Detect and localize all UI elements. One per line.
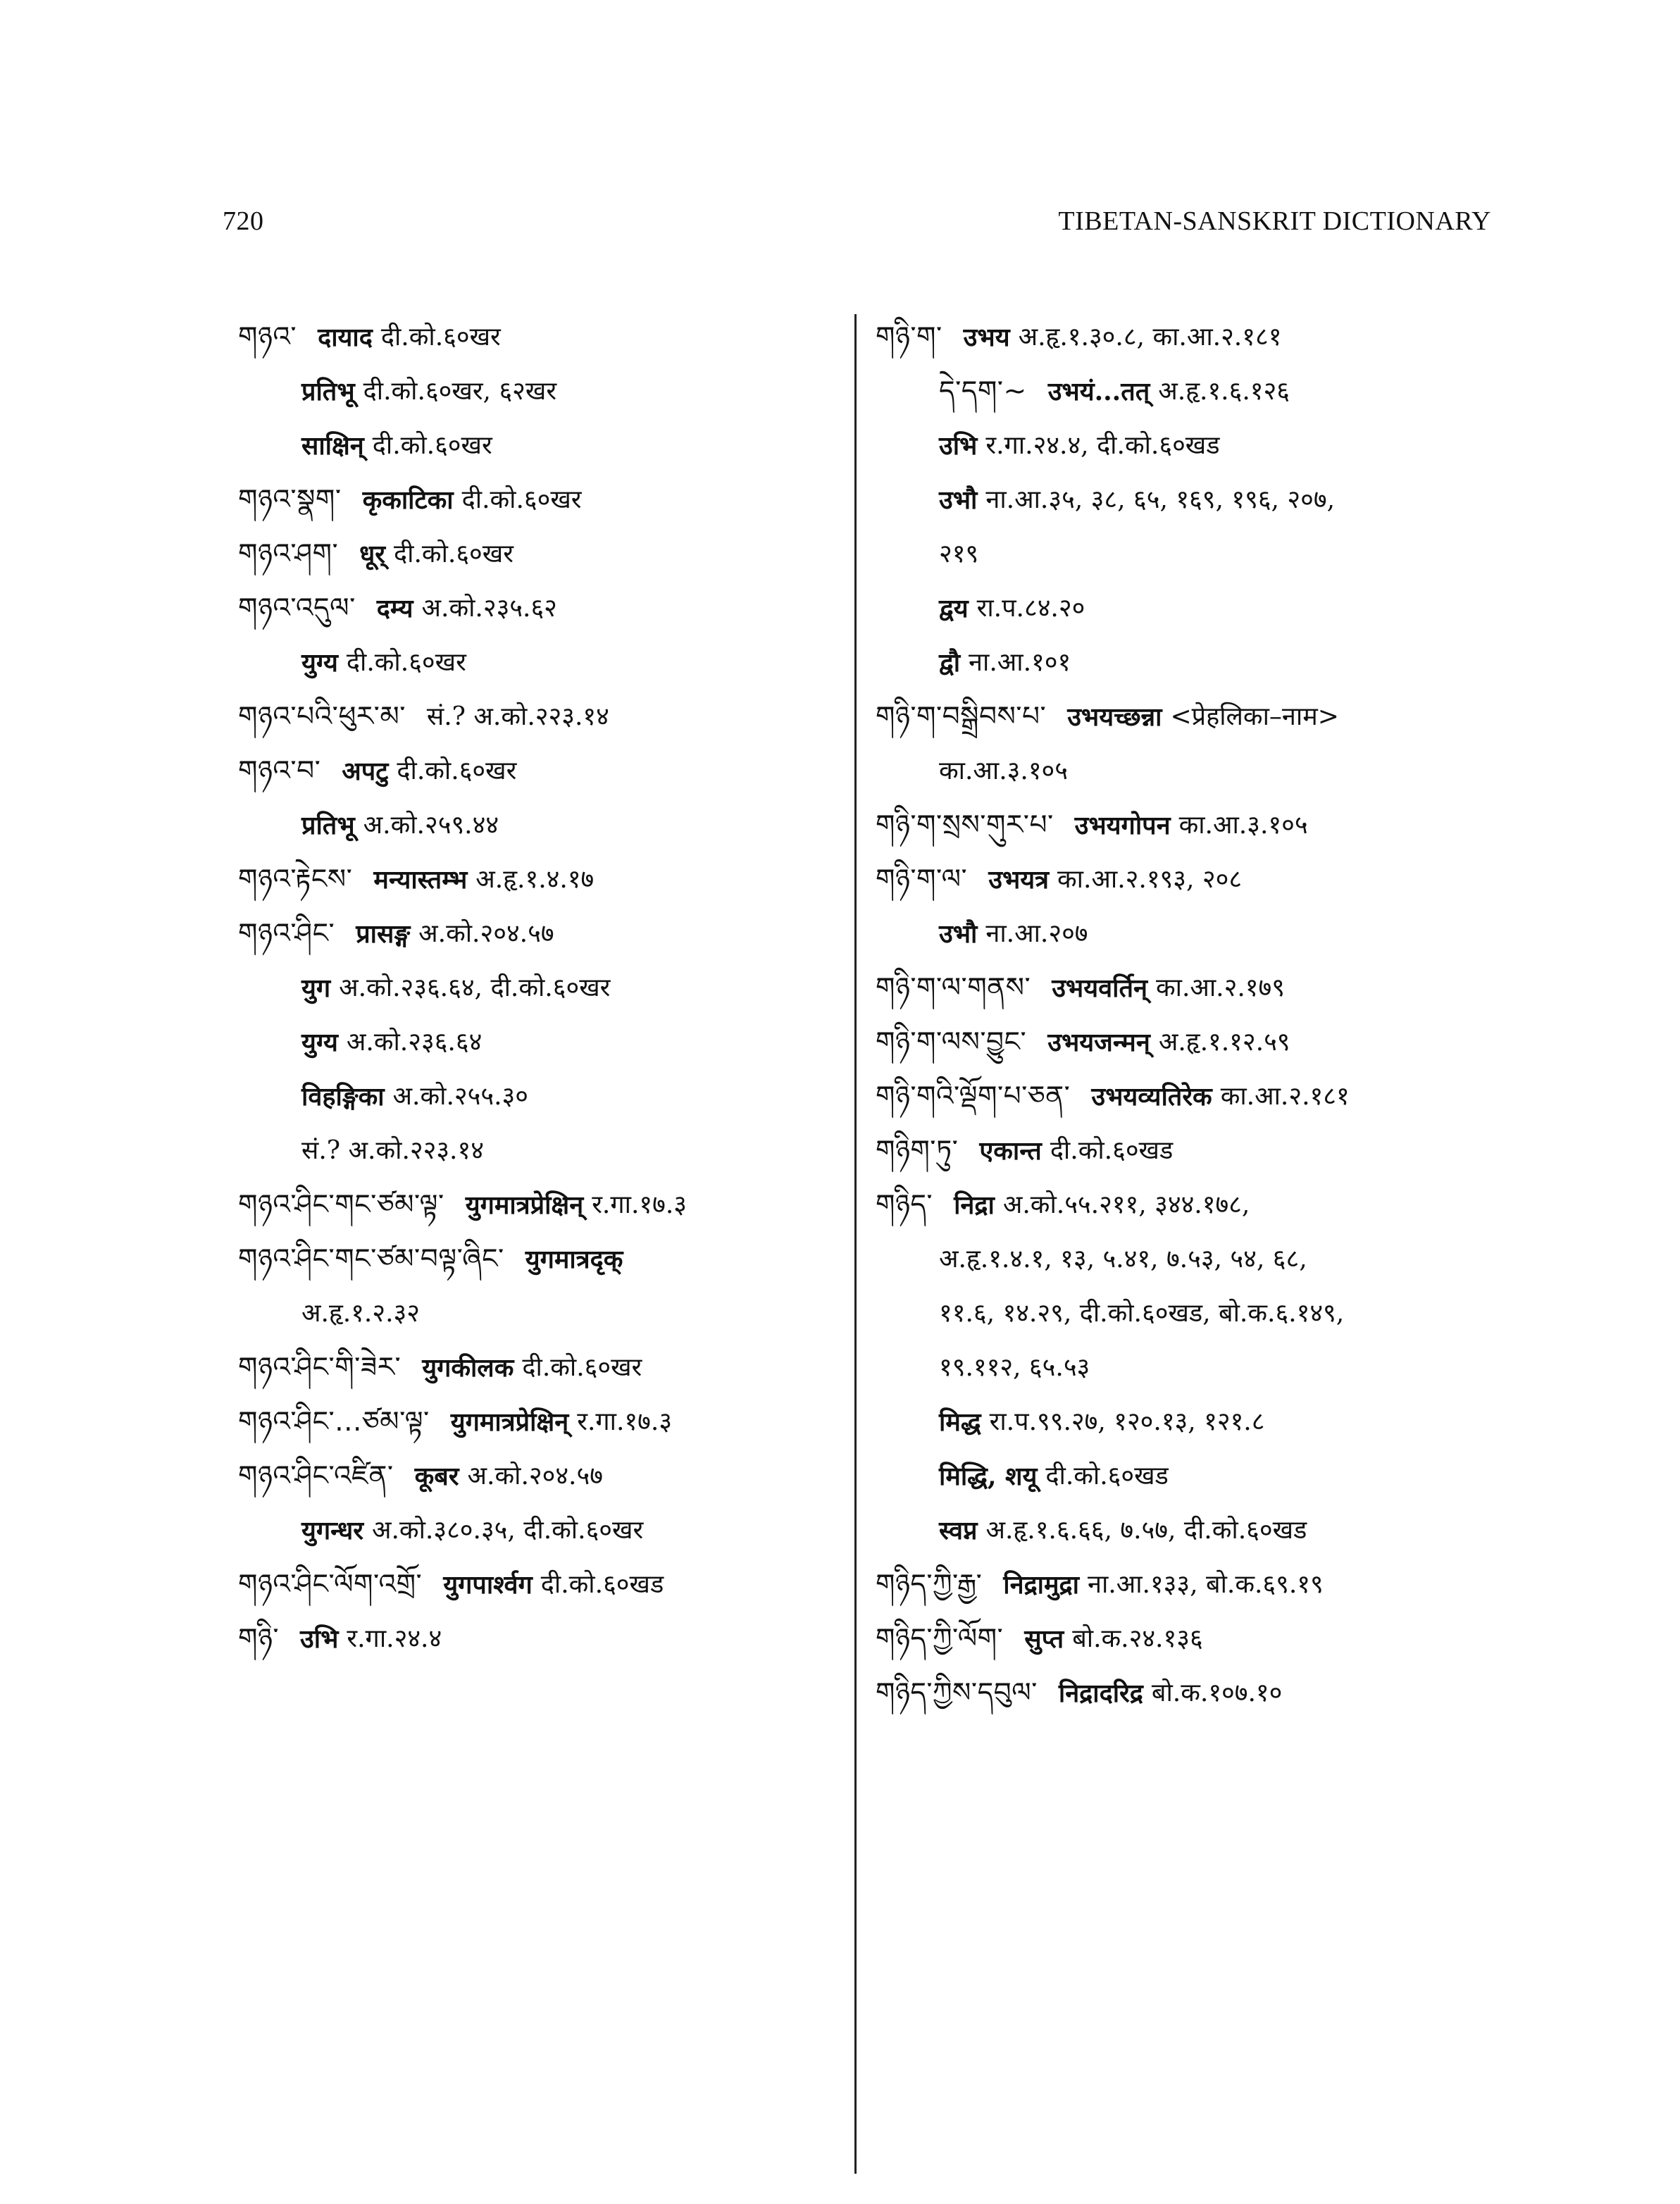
sanskrit-equivalent: द्वय: [939, 593, 969, 623]
source-reference: र.गा.२४.४: [347, 1624, 442, 1653]
sanskrit-equivalent: द्वौ: [939, 647, 961, 678]
source-reference: रा.प.९९.२७, १२०.१३, १२१.८: [989, 1407, 1265, 1436]
dictionary-subentry: [876, 907, 1495, 961]
dictionary-entry: [876, 1557, 1495, 1612]
sanskrit-equivalent: सुप्त: [1024, 1624, 1064, 1654]
dictionary-entry: [876, 1666, 1495, 1720]
source-reference: दी.को.६०खर: [394, 539, 514, 568]
tibetan-headword: གཉའ་བ་: [238, 755, 321, 787]
dictionary-entry: [238, 1557, 851, 1612]
sanskrit-equivalent: अपटु: [342, 756, 389, 786]
sanskrit-equivalent: उभयजन्मन्: [1047, 1027, 1150, 1057]
tibetan-headword: གཉའ་ཤིང་གང་ཙམ་ལྟ་: [238, 1189, 444, 1221]
source-reference: १९.११२, ६५.५३: [939, 1352, 1090, 1382]
dictionary-entry: [876, 1612, 1495, 1666]
dictionary-entry: [238, 527, 851, 581]
source-reference: ना.आ.१०१: [969, 647, 1071, 677]
source-reference: दी.को.६०खर: [461, 485, 582, 514]
source-reference: दी.को.६०खर: [522, 1352, 642, 1382]
source-reference: अ.को.२३६.६४, दी.को.६०खर: [339, 973, 611, 1002]
dictionary-entry: [876, 310, 1495, 364]
source-reference: दी.को.६०खर: [346, 647, 466, 677]
dictionary-entry: [238, 473, 851, 527]
dictionary-subentry: [238, 1015, 851, 1069]
sanskrit-equivalent: युगन्धर: [301, 1515, 363, 1545]
sanskrit-equivalent: दायाद: [318, 322, 373, 352]
source-reference: <प्रेहलिका–नाम>: [1170, 702, 1339, 731]
dictionary-subentry: [876, 1232, 1495, 1286]
right-column: [876, 310, 1495, 1720]
tibetan-headword: གཉིད་ཀྱི་ལོག་: [876, 1623, 1004, 1655]
tibetan-headword: གཉི་ག་ལས་བྱུང་: [876, 1026, 1027, 1058]
sanskrit-equivalent: उभयवर्तिन्: [1052, 973, 1147, 1003]
dictionary-subentry: [876, 1340, 1495, 1395]
dictionary-subentry: [876, 1286, 1495, 1340]
tibetan-headword: གཉི་ག་: [876, 321, 942, 353]
tibetan-headword: གཉིད་ཀྱི་རྒྱ་: [876, 1569, 983, 1600]
tibetan-headword: གཉིག་ཏུ་: [876, 1135, 959, 1166]
dictionary-subentry: [238, 961, 851, 1015]
dictionary-entry: [876, 1178, 1495, 1232]
sanskrit-equivalent: कूबर: [414, 1461, 459, 1491]
tibetan-headword: གཉའ་: [238, 321, 297, 353]
source-reference: बो.क.१०७.१०: [1151, 1678, 1283, 1707]
sanskrit-equivalent: उभौ: [939, 485, 978, 515]
dictionary-entry: [238, 907, 851, 961]
dictionary-entry: [238, 690, 851, 744]
dictionary-entry: [238, 1395, 851, 1449]
source-reference: ना.आ.१३३, बो.क.६९.१९: [1087, 1569, 1324, 1599]
dictionary-subentry: [876, 527, 1495, 581]
tibetan-headword: གཉི་ག་ལ་: [876, 864, 968, 895]
source-reference: दी.को.६०खर: [397, 756, 517, 785]
sanskrit-equivalent: युग: [301, 973, 331, 1003]
source-reference: अ.हृ.१.२.३२: [301, 1298, 420, 1328]
source-reference: ना.आ.२०७: [985, 919, 1088, 948]
sanskrit-equivalent: उभि: [939, 430, 978, 461]
dictionary-entry: [876, 1123, 1495, 1178]
source-reference: अ.को.२३५.६२: [421, 593, 557, 623]
sanskrit-equivalent: उभयत्र: [988, 864, 1050, 895]
source-reference: ११.६, १४.२९, दी.को.६०खड, बो.क.६.१४९,: [939, 1298, 1345, 1328]
dictionary-entry: [876, 798, 1495, 852]
sanskrit-equivalent: साक्षिन्: [301, 430, 364, 461]
tibetan-headword: གཉའ་ཤག་: [238, 538, 339, 570]
tibetan-headword: གཉི་ག་བསྒྲིབས་པ་: [876, 701, 1047, 733]
sanskrit-equivalent: उभयगोपन: [1074, 810, 1171, 840]
dictionary-subentry: [876, 581, 1495, 635]
dictionary-entry: [238, 1232, 851, 1286]
source-reference: का.आ.२.१७९: [1155, 973, 1285, 1002]
source-reference: दी.को.६०खड: [1050, 1135, 1174, 1165]
source-reference: दी.को.६०खड: [1045, 1461, 1169, 1490]
tibetan-headword: གཉི་ག་སྲས་གུར་པ་: [876, 809, 1054, 841]
source-reference: अ.को.२०४.५७: [418, 919, 554, 948]
sanskrit-equivalent: निद्रादरिद्र: [1058, 1678, 1143, 1708]
source-reference: अ.को.२०४.५७: [467, 1461, 603, 1490]
dictionary-entry: [876, 690, 1495, 744]
dictionary-subentry: [876, 473, 1495, 527]
sanskrit-equivalent: उभयव्यतिरेक: [1091, 1081, 1212, 1112]
source-reference: अ.हृ.१.४.१, १३, ५.४१, ७.५३, ५४, ६८,: [939, 1244, 1307, 1274]
tibetan-headword: གཉའ་ཤིང་གི་ཟེར་: [238, 1352, 402, 1383]
sanskrit-equivalent: युगमात्रप्रेक्षिन्: [465, 1190, 584, 1220]
dictionary-entry: [238, 744, 851, 798]
sanskrit-equivalent: धूर्: [359, 539, 386, 569]
sanskrit-equivalent: उभयं...तत्: [1047, 376, 1150, 406]
column-divider: [854, 314, 857, 2174]
sanskrit-equivalent: उभौ: [939, 919, 978, 949]
sanskrit-equivalent: उभय: [963, 322, 1010, 352]
source-reference: सं.? अ.को.२२३.१४: [426, 702, 609, 731]
source-reference: दी.को.६०खड: [540, 1569, 664, 1599]
tibetan-headword: གཉི་: [238, 1623, 280, 1655]
sanskrit-equivalent: एकान्त: [979, 1135, 1042, 1166]
sanskrit-equivalent: युगमात्रदृक्: [525, 1244, 623, 1274]
sanskrit-equivalent: दम्य: [376, 593, 413, 623]
dictionary-subentry: [238, 798, 851, 852]
dictionary-subentry: [238, 1069, 851, 1123]
dictionary-entry: [238, 581, 851, 635]
source-reference: रा.प.८४.२०: [976, 593, 1085, 623]
source-reference: अ.हृ.१.६.६६, ७.५७, दी.को.६०खड: [985, 1515, 1307, 1545]
sanskrit-equivalent: उभि: [300, 1624, 339, 1654]
dictionary-subentry: [238, 418, 851, 473]
tibetan-headword: གཉའ་པའི་ཕུར་མ་: [238, 701, 406, 733]
sanskrit-equivalent: युगकीलक: [422, 1352, 514, 1383]
dictionary-subentry: [238, 364, 851, 418]
tibetan-headword: གཉིད་ཀྱིས་དབུལ་: [876, 1677, 1038, 1709]
tibetan-headword: གཉི་ག་ལ་གནས་: [876, 972, 1031, 1004]
dictionary-entry: [876, 1069, 1495, 1123]
left-column: [238, 310, 851, 1666]
tibetan-headword: གཉའ་སྣག་: [238, 484, 342, 516]
source-reference: दी.को.६०खर, ६२खर: [363, 376, 557, 406]
dictionary-subentry: [876, 1503, 1495, 1557]
tibetan-headword: གཉིད་: [876, 1189, 933, 1221]
running-title: TIBETAN-SANSKRIT DICTIONARY: [1058, 206, 1491, 236]
dictionary-entry: [238, 310, 851, 364]
source-reference: अ.हृ.१.४.१७: [475, 864, 595, 894]
sanskrit-equivalent: प्रासङ्ग: [356, 919, 411, 949]
dictionary-subentry: [238, 1503, 851, 1557]
sanskrit-equivalent: युगमात्रप्रेक्षिन्: [450, 1407, 569, 1437]
source-reference: र.गा.१७.३: [592, 1190, 687, 1219]
tibetan-headword: གཉའ་རྟེངས་: [238, 864, 353, 895]
source-reference: दी.को.६०खर: [372, 430, 492, 460]
source-reference: अ.हृ.१.६.१२६: [1158, 376, 1290, 406]
source-reference: बो.क.२४.१३६: [1072, 1624, 1203, 1653]
tibetan-headword: གཉི་གའི་ལྡོག་པ་ཅན་: [876, 1081, 1071, 1112]
source-reference: र.गा.२४.४, दी.को.६०खड: [985, 430, 1220, 460]
dictionary-entry: [876, 364, 1495, 418]
tibetan-headword: གཉའ་འདུལ་: [238, 592, 356, 624]
page-number: 720: [223, 206, 264, 236]
source-reference: ना.आ.३५, ३८, ६५, १६९, १९६, २०७,: [985, 485, 1336, 514]
sanskrit-equivalent: मिद्ध: [939, 1407, 981, 1437]
dictionary-subentry: [876, 1449, 1495, 1503]
dictionary-subentry: [876, 418, 1495, 473]
dictionary-entry: [876, 1015, 1495, 1069]
dictionary-entry: [238, 1340, 851, 1395]
sanskrit-equivalent: युगपार्श्वग: [443, 1569, 533, 1600]
sanskrit-equivalent: विहङ्गिका: [301, 1081, 385, 1112]
sanskrit-equivalent: स्वप्न: [939, 1515, 978, 1545]
source-reference: का.आ.३.१०५: [939, 756, 1068, 785]
source-reference: २१९: [939, 539, 979, 568]
dictionary-entry: [238, 1612, 851, 1666]
tibetan-headword: གཉའ་ཤིང་...ཙམ་ལྟ་: [238, 1406, 430, 1438]
dictionary-subentry: [238, 1123, 851, 1178]
sanskrit-equivalent: प्रतिभू: [301, 376, 355, 406]
source-reference: अ.को.२५९.४४: [363, 810, 499, 840]
sanskrit-equivalent: युग्य: [301, 647, 338, 678]
tibetan-headword: གཉའ་ཤིང་འཛིན་: [238, 1460, 394, 1492]
tibetan-headword: གཉའ་ཤིང་གང་ཙམ་བལྟ་ཞིང་: [238, 1243, 504, 1275]
dictionary-subentry: [238, 635, 851, 690]
sanskrit-equivalent: कृकाटिका: [362, 485, 454, 515]
dictionary-subentry: [238, 1286, 851, 1340]
dictionary-entry: [238, 1178, 851, 1232]
sanskrit-equivalent: युग्य: [301, 1027, 338, 1057]
dictionary-entry: [238, 852, 851, 907]
source-reference: अ.को.२५५.३०: [392, 1081, 528, 1111]
source-reference: अ.को.५५.२११, ३४४.१७८,: [1002, 1190, 1250, 1219]
source-reference: र.गा.१७.३: [577, 1407, 673, 1436]
source-reference: अ.हृ.१.३०.८, का.आ.२.१८१: [1018, 322, 1282, 351]
dictionary-entry: [876, 852, 1495, 907]
source-reference: का.आ.३.१०५: [1178, 810, 1308, 840]
dictionary-subentry: [876, 1395, 1495, 1449]
source-reference: दी.को.६०खर: [380, 322, 501, 351]
tibetan-headword: གཉའ་ཤིང་: [238, 918, 335, 950]
sanskrit-equivalent: निद्रामुद्रा: [1003, 1569, 1079, 1600]
sanskrit-equivalent: मिद्धि, शयू: [939, 1461, 1038, 1491]
sanskrit-equivalent: प्रतिभू: [301, 810, 355, 840]
tibetan-headword: གཉའ་ཤིང་ལོག་འགྲོ་: [238, 1569, 423, 1600]
source-reference: अ.को.२३६.६४: [346, 1027, 483, 1057]
sanskrit-equivalent: मन्यास्तम्भ: [373, 864, 468, 895]
dictionary-entry: [876, 961, 1495, 1015]
dictionary-subentry: [876, 635, 1495, 690]
source-reference: का.आ.२.१९३, २०८: [1057, 864, 1243, 894]
source-reference: का.आ.२.१८१: [1220, 1081, 1350, 1111]
source-reference: अ.हृ.१.१२.५९: [1158, 1027, 1290, 1057]
dictionary-entry: [238, 1449, 851, 1503]
source-reference: अ.को.३८०.३५, दी.को.६०खर: [371, 1515, 644, 1545]
sanskrit-equivalent: निद्रा: [954, 1190, 995, 1220]
tibetan-headword: དེ་དག་~: [939, 375, 1027, 407]
dictionary-subentry: [876, 744, 1495, 798]
sanskrit-equivalent: उभयच्छन्ना: [1067, 702, 1162, 732]
source-reference: सं.? अ.को.२२३.१४: [301, 1135, 484, 1165]
